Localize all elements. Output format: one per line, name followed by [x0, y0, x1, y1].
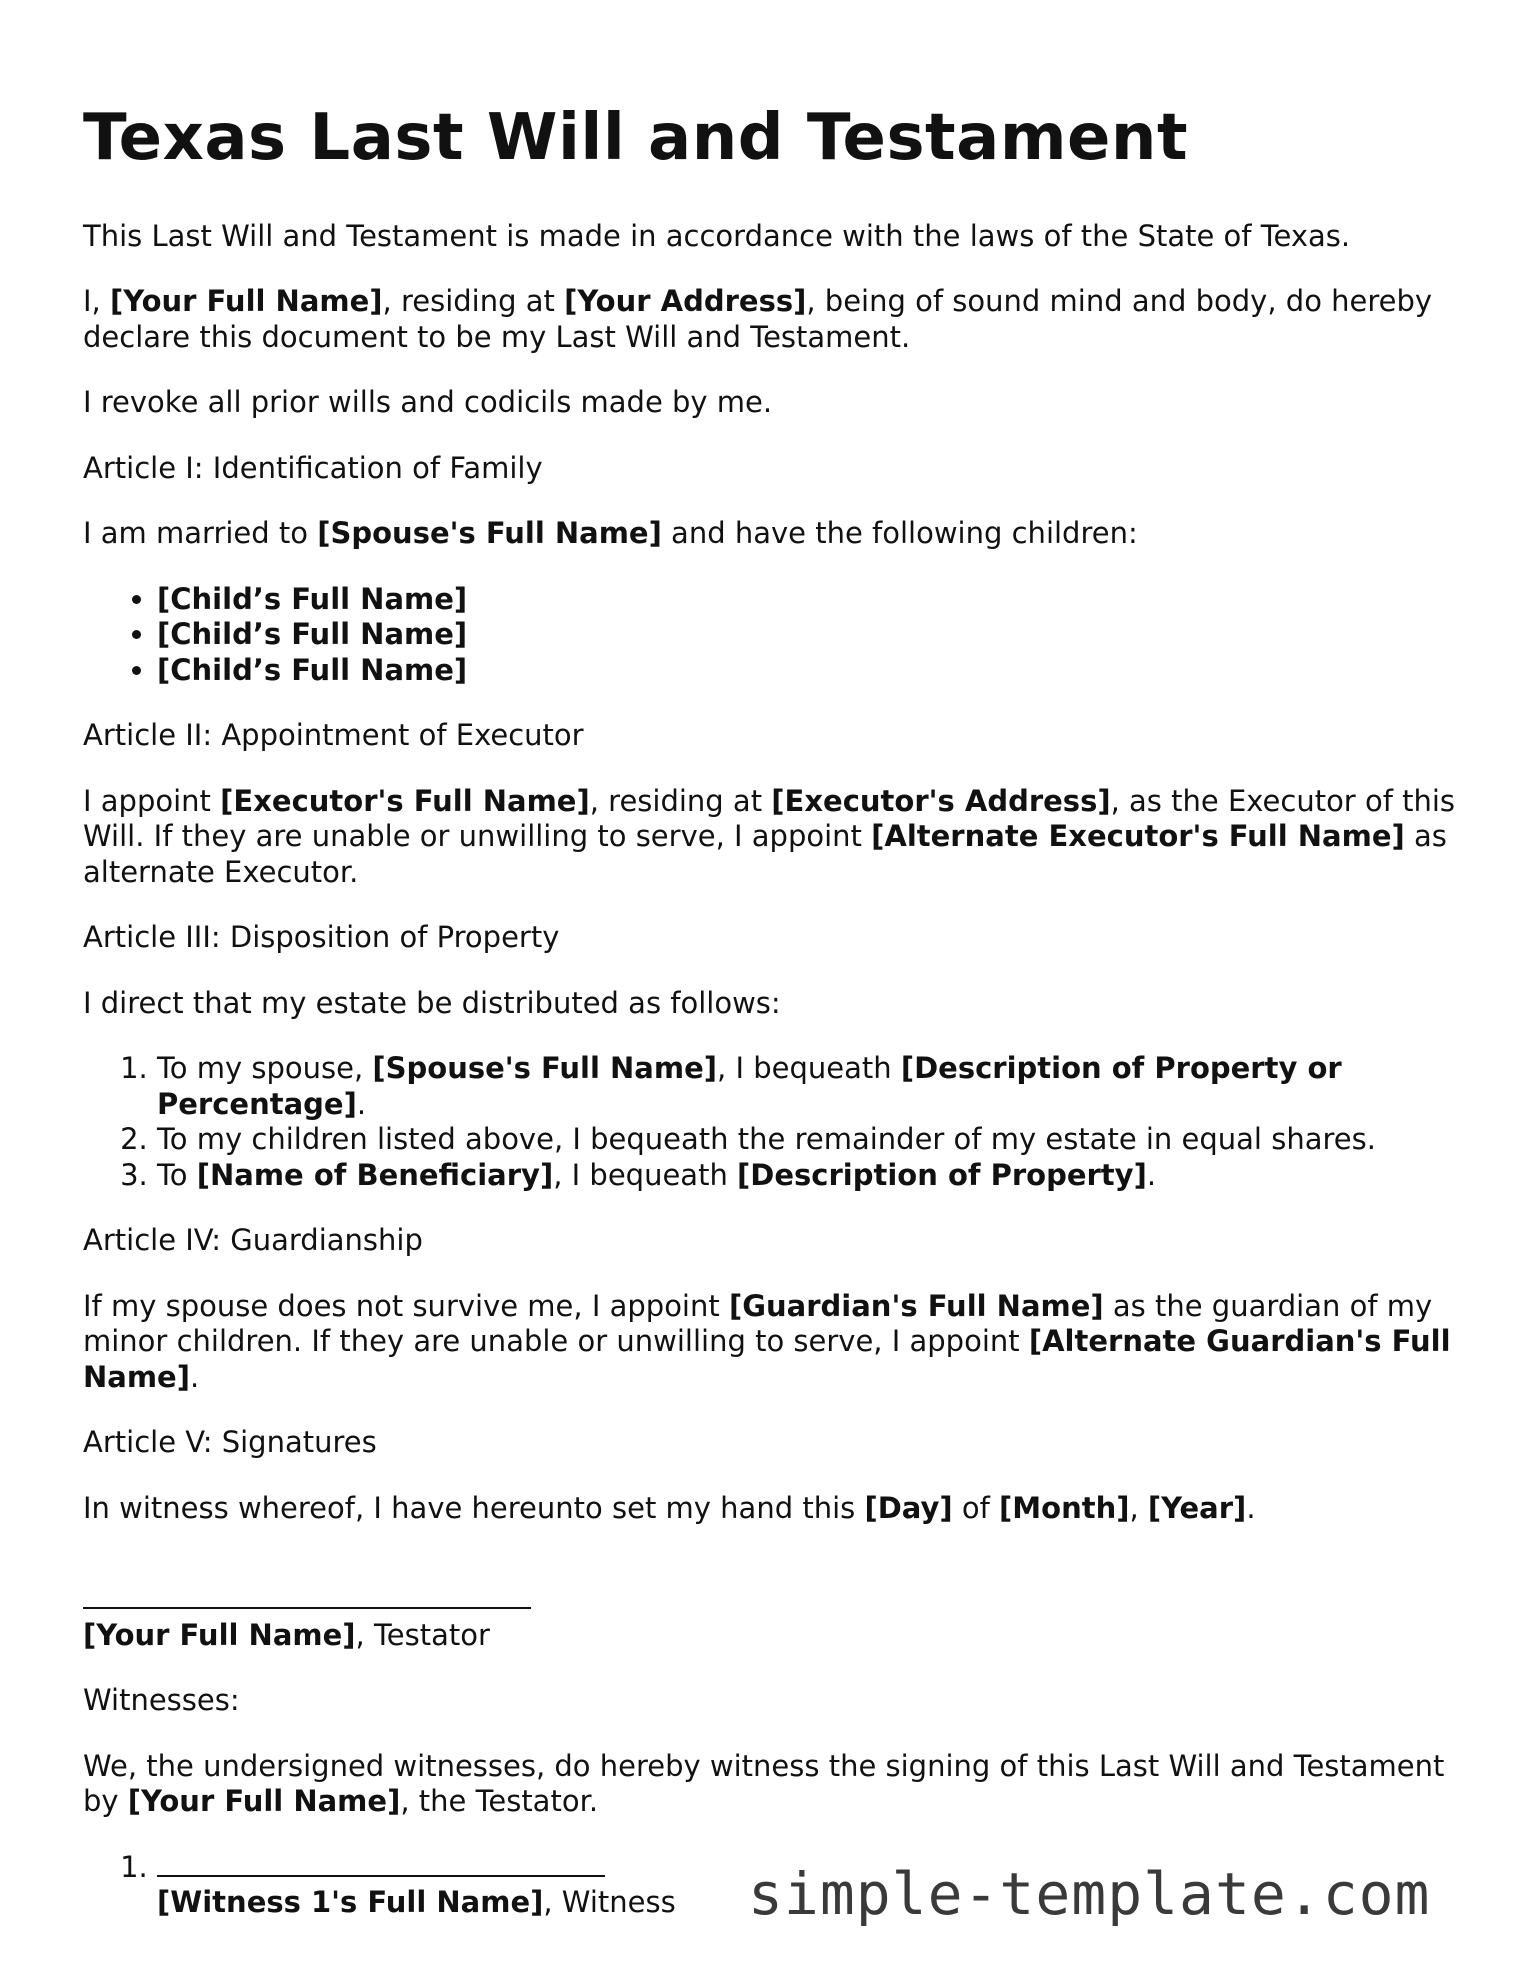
testator-address-field: [Your Address] — [564, 284, 807, 319]
guardianship-paragraph: If my spouse does not survive me, I appoint [Guardian's Full Name] as the guardian of my minor children. If they are unable or unwilling to serve, I appoint [Alternate Guardian's Full Name]. — [83, 1288, 1451, 1394]
testator-name-field: [Your Full Name] — [127, 1784, 401, 1819]
property-description-field: [Description of Property] — [737, 1157, 1147, 1192]
child-name-field: [Child’s Full Name] — [157, 581, 468, 616]
property-description-field: [Description of Property or Percentage] — [157, 1051, 1342, 1121]
executor-name-field: [Executor's Full Name] — [220, 783, 590, 818]
child-name-field: [Child’s Full Name] — [157, 617, 468, 652]
children-list — [83, 582, 1463, 689]
document-title: Texas Last Will and Testament — [83, 101, 1189, 175]
declaration-paragraph: I, [Your Full Name], residing at [Your Address], being of sound mind and body, do hereby declare this document to be my Last Will and Testament. — [83, 284, 1433, 354]
will-document — [83, 100, 1463, 1951]
list-item: 1. [Witness 1's Full Name], Witness — [157, 1850, 1463, 1921]
article-5-heading: Article V: Signatures — [83, 1425, 377, 1460]
list-item — [157, 582, 1463, 618]
list-item — [157, 653, 1463, 689]
testator-name-field: [Your Full Name] — [110, 284, 383, 319]
executor-address-field: [Executor's Address] — [771, 783, 1111, 818]
list-item: 1. To my spouse, [Spouse's Full Name], I bequeath [Description of Property or Percentage]. — [157, 1051, 1463, 1122]
list-item — [157, 617, 1463, 653]
witnesses-heading: Witnesses: — [83, 1683, 240, 1718]
spouse-name-field: [Spouse's Full Name] — [372, 1051, 718, 1086]
intro-paragraph: This Last Will and Testament is made in accordance with the laws of the State of Texas. — [83, 218, 1351, 253]
spouse-name-field: [Spouse's Full Name] — [317, 516, 662, 551]
family-paragraph: I am married to [Spouse's Full Name] and have the following children: — [83, 516, 1138, 551]
bequest-list — [83, 1051, 1463, 1193]
list-item: 2. To my children listed above, I bequeath the remainder of my estate in equal shares. — [157, 1122, 1463, 1158]
article-1-heading: Article I: Identification of Family — [83, 450, 543, 485]
witness-whereof-paragraph: In witness whereof, I have hereunto set my hand this [Day] of [Month], [Year]. — [83, 1490, 1256, 1525]
child-name-field: [Child’s Full Name] — [157, 652, 468, 687]
watermark: simple-template.com — [748, 1860, 1431, 1928]
article-2-heading: Article II: Appointment of Executor — [83, 718, 584, 753]
testator-name-field: [Your Full Name] — [83, 1617, 356, 1652]
article-3-heading: Article III: Disposition of Property — [83, 920, 560, 955]
alternate-guardian-field: [Alternate Guardian's Full Name] — [83, 1324, 1451, 1394]
witness-1-signature-line[interactable] — [157, 1855, 605, 1877]
month-field: [Month] — [999, 1490, 1130, 1525]
beneficiary-name-field: [Name of Beneficiary] — [196, 1157, 554, 1192]
witness-name-field: [Witness 1's Full Name] — [157, 1885, 544, 1920]
guardian-name-field: [Guardian's Full Name] — [728, 1288, 1104, 1323]
revocation-paragraph: I revoke all prior wills and codicils made by me. — [83, 385, 773, 420]
year-field: [Year] — [1147, 1490, 1247, 1525]
testator-signature-line[interactable] — [83, 1587, 531, 1609]
disposition-intro: I direct that my estate be distributed as follows: — [83, 985, 781, 1020]
alternate-executor-field: [Alternate Executor's Full Name] — [871, 819, 1405, 854]
list-item: 3. To [Name of Beneficiary], I bequeath [Description of Property]. — [157, 1158, 1463, 1194]
article-4-heading: Article IV: Guardianship — [83, 1223, 423, 1258]
executor-paragraph: I appoint [Executor's Full Name], residing at [Executor's Address], as the Executor of this Will. If they are unable or unwilling to serve, I appoint [Alternate Executor's Full Name] as alternate Executor. — [83, 783, 1456, 889]
witness-statement: We, the undersigned witnesses, do hereby witness the signing of this Last Will and Testament by [Your Full Name], the Testator. — [83, 1748, 1445, 1819]
testator-signature-block: [Your Full Name], Testator — [83, 1582, 1463, 1653]
day-field: [Day] — [864, 1490, 953, 1525]
